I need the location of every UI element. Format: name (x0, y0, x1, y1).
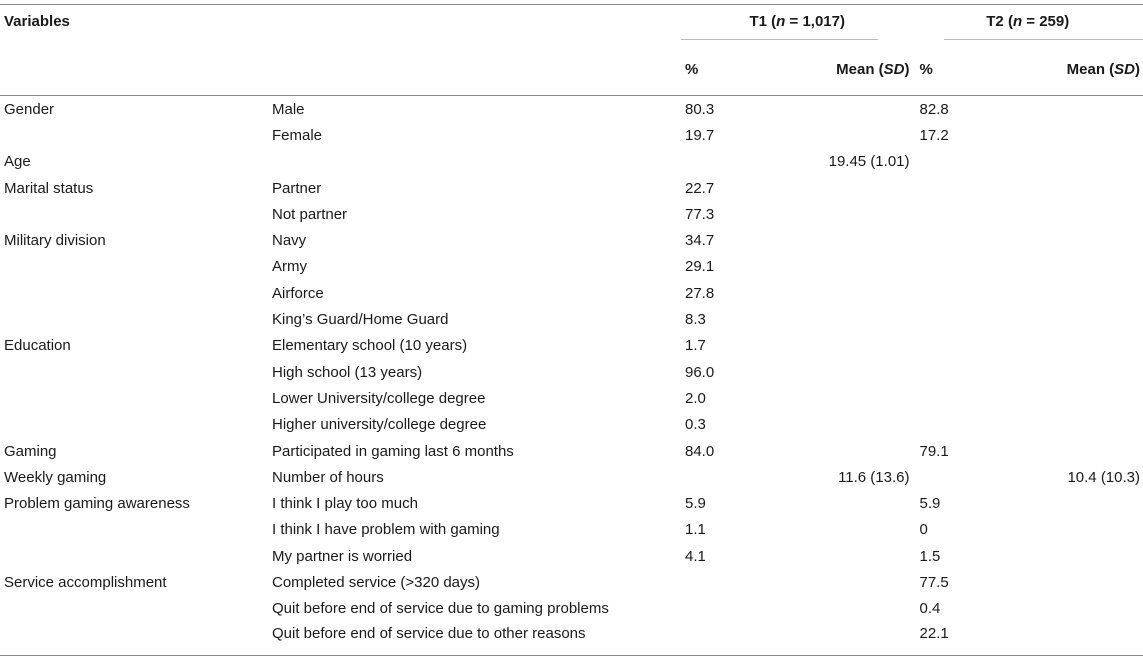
category-cell: High school (13 years) (272, 363, 423, 381)
demographics-table (0, 4, 1143, 656)
table-row (0, 622, 1143, 656)
t2-pct-cell (913, 201, 1028, 227)
t1-mean-cell (797, 438, 912, 464)
t2-mean-cell (1028, 201, 1143, 227)
t2-mean-cell (1028, 622, 1143, 656)
t1-mean-cell (797, 622, 912, 656)
category-cell: King’s Guard/Home Guard (272, 311, 449, 329)
table-row (0, 438, 1143, 464)
t1-mean-cell (797, 490, 912, 516)
variable-cell: Gender (4, 100, 55, 118)
t2-mean-header (1028, 49, 1143, 96)
t1-mean-cell: 19.45 (1.01) (828, 153, 910, 171)
t1-pct-cell: 27.8 (685, 284, 715, 302)
t2-prefix: T2 ( (986, 13, 1013, 30)
variable-cell: Education (4, 337, 71, 355)
t1-prefix: T1 ( (749, 13, 777, 30)
t2-group-header (913, 5, 1143, 50)
category-cell: Higher university/college degree (272, 416, 487, 434)
variable-cell: Problem gaming awareness (4, 495, 190, 513)
variable-cell (0, 359, 272, 385)
t2-mean-cell (1028, 306, 1143, 332)
variables-header: Variables (0, 5, 272, 50)
t2-mean-cell (1028, 490, 1143, 516)
variable-cell (0, 280, 272, 306)
variable-cell: Marital status (4, 179, 94, 197)
category-cell: Female (272, 126, 323, 144)
table-row (0, 359, 1143, 385)
t2-pct-cell (913, 254, 1028, 280)
t1-pct-cell: 5.9 (685, 495, 706, 513)
t2-pct-cell (913, 280, 1028, 306)
t2-pct-cell (913, 412, 1028, 438)
table-row (0, 412, 1143, 438)
header-row-groups (0, 5, 1143, 50)
t1-mean-header (797, 49, 912, 96)
mean-prefix: Mean ( (836, 61, 884, 78)
mean-suffix: ) (1135, 61, 1140, 78)
category-cell: I think I have problem with gaming (272, 521, 500, 539)
t1-pct-cell (682, 622, 797, 656)
t2-pct-cell (913, 149, 1028, 175)
t1-pct-cell (682, 464, 797, 490)
t2-mean-cell: 10.4 (10.3) (1067, 468, 1140, 486)
category-cell: Partner (272, 179, 322, 197)
t2-pct-cell (913, 359, 1028, 385)
t1-mean-cell (797, 517, 912, 543)
t1-mean-cell (797, 227, 912, 253)
table-row (0, 596, 1143, 622)
variable-cell (0, 596, 272, 622)
mean-sd: SD (1114, 61, 1135, 78)
t1-pct-cell: 8.3 (685, 311, 706, 329)
variable-cell (0, 622, 272, 656)
t2-pct-cell: 1.5 (919, 547, 941, 565)
category-cell: I think I play too much (272, 495, 418, 513)
variable-cell: Gaming (4, 442, 57, 460)
t1-mean-cell (797, 280, 912, 306)
category-cell: Lower University/college degree (272, 389, 486, 407)
variable-cell (0, 517, 272, 543)
table-row (0, 227, 1143, 253)
variable-cell (0, 122, 272, 148)
t1-mean-cell (797, 596, 912, 622)
t1-pct-header: % (682, 49, 797, 96)
t1-pct-cell: 1.7 (685, 337, 706, 355)
variable-cell (0, 201, 272, 227)
t1-pct-cell: 84.0 (685, 442, 715, 460)
t2-pct-cell (913, 464, 1028, 490)
t1-mean-cell (797, 175, 912, 201)
t2-mean-cell (1028, 333, 1143, 359)
t1-mean-cell (797, 359, 912, 385)
t1-pct-cell: 22.7 (685, 179, 715, 197)
category-cell: Quit before end of service due to other reasons (272, 622, 682, 656)
category-cell: Not partner (272, 205, 348, 223)
category-cell: My partner is worried (272, 547, 413, 565)
variable-cell: Age (4, 153, 31, 171)
t1-group-header (682, 5, 913, 50)
t1-pct-cell: 19.7 (685, 126, 715, 144)
table-row (0, 149, 1143, 175)
category-cell: Airforce (272, 284, 324, 302)
table-row (0, 280, 1143, 306)
category-cell: Male (272, 100, 305, 118)
t1-mean-cell (797, 96, 912, 123)
mean-sd: SD (883, 61, 905, 78)
table-row (0, 490, 1143, 516)
t2-mean-cell (1028, 517, 1143, 543)
variable-cell (0, 385, 272, 411)
table-row (0, 254, 1143, 280)
t1-mean-cell (797, 306, 912, 332)
t2-pct-cell: 0 (919, 521, 928, 539)
variable-cell (0, 254, 272, 280)
category-header (272, 5, 682, 50)
t2-pct-cell (913, 385, 1028, 411)
t2-mean-cell (1028, 438, 1143, 464)
t2-pct-cell (913, 333, 1028, 359)
t2-mean-cell (1028, 385, 1143, 411)
mean-prefix: Mean ( (1066, 61, 1115, 78)
t2-mean-cell (1028, 596, 1143, 622)
variable-cell (0, 412, 272, 438)
table-row (0, 201, 1143, 227)
t1-mean-cell (797, 254, 912, 280)
category-cell: Number of hours (272, 468, 384, 486)
t2-pct-cell: 79.1 (919, 442, 949, 460)
t2-pct-cell (913, 227, 1028, 253)
t2-pct-cell: 17.2 (919, 126, 949, 144)
t2-pct-cell (913, 175, 1028, 201)
table-row (0, 464, 1143, 490)
category-cell (272, 149, 682, 175)
table-row (0, 122, 1143, 148)
table-row (0, 96, 1143, 123)
t1-pct-cell: 2.0 (685, 389, 706, 407)
t1-suffix: = 1,017) (785, 13, 845, 30)
mean-suffix: ) (904, 61, 910, 78)
t2-pct-cell (913, 306, 1028, 332)
table-row (0, 517, 1143, 543)
t1-mean-cell (797, 333, 912, 359)
t1-n: n (776, 13, 786, 30)
t2-mean-cell (1028, 280, 1143, 306)
table-row (0, 543, 1143, 569)
table-row (0, 385, 1143, 411)
t2-mean-cell (1028, 227, 1143, 253)
t1-pct-cell: 1.1 (685, 521, 706, 539)
t1-mean-cell (797, 543, 912, 569)
t2-mean-cell (1028, 543, 1143, 569)
table-row (0, 569, 1143, 595)
variable-cell: Weekly gaming (4, 468, 107, 486)
t2-pct-cell: 22.1 (913, 622, 1028, 656)
header-row-columns (0, 49, 1143, 96)
t2-n: n (1012, 13, 1023, 30)
t1-pct-cell: 4.1 (685, 547, 706, 565)
t2-mean-cell (1028, 122, 1143, 148)
t2-mean-cell (1028, 359, 1143, 385)
t2-suffix: = 259) (1022, 13, 1070, 30)
t1-pct-cell: 77.3 (685, 205, 715, 223)
t1-mean-cell (797, 122, 912, 148)
variable-cell: Military division (4, 232, 106, 250)
t1-mean-cell (797, 569, 912, 595)
category-cell: Quit before end of service due to gaming problems (272, 600, 609, 618)
t1-pct-cell (682, 596, 797, 622)
category-cell: Completed service (>320 days) (272, 573, 481, 591)
t2-pct-header: % (913, 49, 1028, 96)
t1-pct-cell (682, 149, 797, 175)
t2-mean-cell (1028, 149, 1143, 175)
category-cell: Participated in gaming last 6 months (272, 442, 514, 460)
t2-mean-cell (1028, 175, 1143, 201)
t2-pct-cell: 0.4 (919, 600, 941, 618)
t1-pct-cell: 0.3 (685, 416, 706, 434)
t2-pct-cell: 77.5 (919, 573, 949, 591)
empty-header (272, 49, 682, 96)
table-row (0, 175, 1143, 201)
t1-pct-cell: 34.7 (685, 232, 715, 250)
table-row (0, 306, 1143, 332)
t1-mean-cell: 11.6 (13.6) (838, 468, 910, 486)
t1-pct-cell: 80.3 (685, 100, 715, 118)
variable-cell: Service accomplishment (4, 573, 167, 591)
variable-cell (0, 543, 272, 569)
t2-mean-cell (1028, 569, 1143, 595)
t1-pct-cell: 96.0 (685, 363, 715, 381)
t1-mean-cell (797, 201, 912, 227)
variable-cell (0, 306, 272, 332)
t1-pct-cell: 29.1 (685, 258, 715, 276)
t2-pct-cell: 82.8 (919, 100, 949, 118)
t2-mean-cell (1028, 96, 1143, 123)
t1-mean-cell (797, 385, 912, 411)
empty-header (0, 49, 272, 96)
category-cell: Army (272, 258, 307, 276)
t2-mean-cell (1028, 412, 1143, 438)
t1-mean-cell (797, 412, 912, 438)
category-cell: Elementary school (10 years) (272, 337, 468, 355)
t1-pct-cell (682, 569, 797, 595)
t2-mean-cell (1028, 254, 1143, 280)
table-row (0, 333, 1143, 359)
t2-pct-cell: 5.9 (919, 495, 941, 513)
category-cell: Navy (272, 232, 307, 250)
